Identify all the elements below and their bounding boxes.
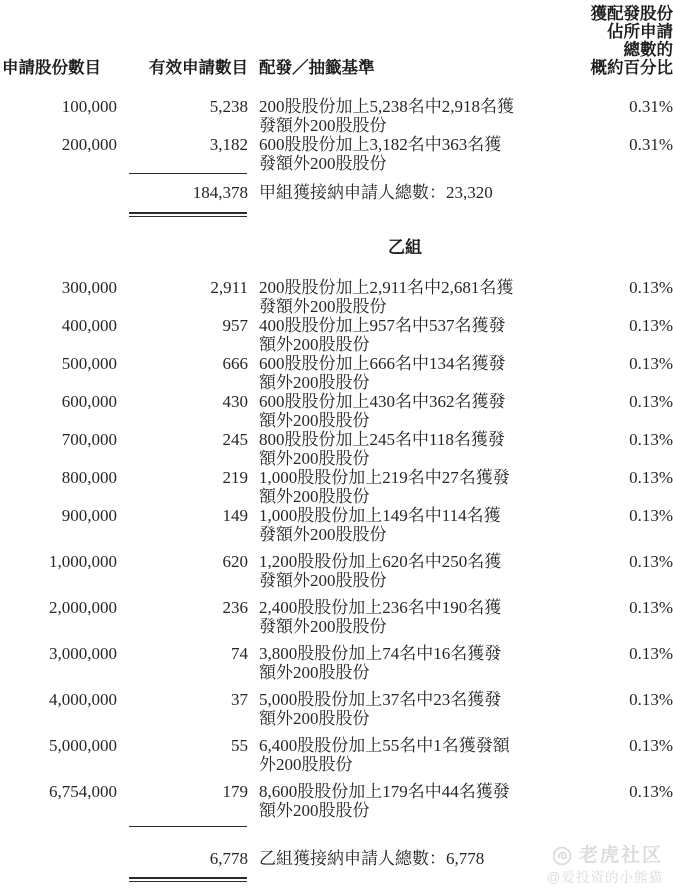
table-row [0,736,673,774]
percentage-header-line: 概約百分比 [590,59,673,77]
valid-applications-cell: 245 [222,430,248,449]
basis-line-2: 額外200股股份 [259,663,370,682]
percentage-header-line: 獲配發股份 [590,5,673,23]
basis-line-2: 額外200股股份 [259,411,370,430]
basis-of-allotment-cell [248,430,562,468]
basis-line-1: 800股股份加上245名中118名獲發 [259,430,505,449]
basis-line-1: 8,600股股份加上179名中44名獲發 [259,782,510,801]
basis-of-allotment-cell [248,135,562,173]
table-row [0,598,673,636]
column-header-shares-applied: 申請股份數目 [2,59,101,77]
shares-applied-cell: 500,000 [61,354,117,373]
group-a-rows [0,97,673,173]
valid-applications-cell: 55 [231,736,248,755]
basis-line-2: 外200股股份 [259,755,353,774]
tiger-logo-icon [552,846,572,866]
basis-of-allotment-cell [248,644,562,682]
double-rule-group-a [129,212,247,217]
watermark-username: @爱投资的小熊猫 [546,870,663,885]
table-row [0,468,673,506]
shares-applied-cell: 600,000 [61,392,117,411]
group-b-title: 乙組 [388,238,422,257]
table-row [0,392,673,430]
shares-applied-cell: 3,000,000 [49,644,117,663]
valid-applications-cell: 957 [222,316,248,335]
percentage-cell: 0.13% [629,430,673,449]
valid-applications-cell: 430 [222,392,248,411]
basis-line-1: 200股股份加上2,911名中2,681名獲 [259,278,514,297]
shares-applied-cell: 300,000 [61,278,117,297]
basis-of-allotment-cell [248,278,562,316]
table-row [0,97,673,135]
percentage-cell: 0.13% [629,644,673,663]
valid-applications-cell: 37 [231,690,248,709]
shares-applied-cell: 4,000,000 [49,690,117,709]
group-a-total-valid: 184,378 [192,183,248,202]
basis-line-2: 發額外200股股份 [259,154,387,173]
valid-applications-cell: 236 [222,598,248,617]
table-row [0,354,673,392]
percentage-cell: 0.13% [629,736,673,755]
basis-line-2: 額外200股股份 [259,373,370,392]
percentage-cell: 0.13% [629,552,673,571]
valid-applications-cell: 2,911 [210,278,248,297]
basis-of-allotment-cell [248,782,562,820]
basis-line-1: 6,400股股份加上55名中1名獲發額 [259,736,510,755]
table-row [0,690,673,728]
column-header-basis-of-allotment: 配發／抽籤基準 [259,59,375,77]
group-b-total-valid: 6,778 [209,849,248,868]
basis-line-2: 發額外200股股份 [259,617,387,636]
basis-of-allotment-cell [248,552,562,590]
shares-applied-cell: 2,000,000 [49,598,117,617]
shares-applied-cell: 1,000,000 [49,552,117,571]
watermark-brand-row [547,845,663,867]
basis-line-1: 600股股份加上3,182名中363名獲 [259,135,502,154]
table-row [0,644,673,682]
double-rule-group-b [129,877,247,882]
basis-of-allotment-cell [248,354,562,392]
percentage-cell: 0.13% [629,354,673,373]
basis-line-2: 額外200股股份 [259,335,370,354]
basis-line-2: 額外200股股份 [259,709,370,728]
basis-of-allotment-cell [248,97,562,135]
percentage-cell: 0.13% [629,468,673,487]
basis-line-2: 發額外200股股份 [259,571,387,590]
shares-applied-cell: 6,754,000 [49,782,117,801]
percentage-cell: 0.13% [629,316,673,335]
percentage-cell: 0.31% [629,97,673,116]
table-row [0,506,673,544]
group-a-total-label: 甲組獲接納申請人總數：23,320 [259,183,493,202]
basis-of-allotment-cell [248,736,562,774]
valid-applications-cell: 620 [222,552,248,571]
shares-applied-cell: 400,000 [61,316,117,335]
percentage-cell: 0.13% [629,782,673,801]
basis-line-1: 600股股份加上666名中134名獲發 [259,354,506,373]
group-b-rows [0,278,673,820]
basis-line-1: 3,800股股份加上74名中16名獲發 [259,644,502,663]
table-row [0,782,673,820]
basis-line-2: 額外200股股份 [259,801,370,820]
basis-line-1: 1,000股股份加上219名中27名獲發 [259,468,510,487]
valid-applications-cell: 5,238 [209,97,248,116]
basis-of-allotment-cell [248,468,562,506]
basis-line-2: 額外200股股份 [259,449,370,468]
percentage-header-line: 總數的 [623,41,673,59]
basis-line-1: 5,000股股份加上37名中23名獲發 [259,690,502,709]
basis-line-2: 發額外200股股份 [259,525,387,544]
group-b-total-label: 乙組獲接納申請人總數：6,778 [259,849,485,868]
valid-applications-cell: 3,182 [209,135,248,154]
valid-applications-cell: 179 [222,782,248,801]
watermark-brand-text: 老虎社区 [578,845,663,866]
percentage-cell: 0.31% [629,135,673,154]
table-header [0,5,673,77]
percentage-cell: 0.13% [629,598,673,617]
basis-of-allotment-cell [248,598,562,636]
basis-line-1: 1,200股股份加上620名中250名獲 [259,552,502,571]
subtotal-rule-group-b [129,826,247,827]
basis-of-allotment-cell [248,506,562,544]
shares-applied-cell: 800,000 [61,468,117,487]
table-row [0,552,673,590]
valid-applications-cell: 149 [222,506,248,525]
valid-applications-cell: 74 [231,644,248,663]
basis-line-1: 400股股份加上957名中537名獲發 [259,316,506,335]
table-row [0,430,673,468]
table-row [0,278,673,316]
basis-line-2: 發額外200股股份 [259,297,387,316]
basis-line-2: 額外200股股份 [259,487,370,506]
basis-of-allotment-cell [248,316,562,354]
basis-line-1: 600股股份加上430名中362名獲發 [259,392,506,411]
column-header-valid-applications: 有效申請數目 [149,59,248,77]
subtotal-rule-group-a [129,173,247,174]
shares-applied-cell: 5,000,000 [49,736,117,755]
valid-applications-cell: 219 [222,468,248,487]
percentage-cell: 0.13% [629,392,673,411]
basis-line-1: 1,000股股份加上149名中114名獲 [259,506,501,525]
percentage-cell: 0.13% [629,506,673,525]
table-row [0,135,673,173]
percentage-header-line: 佔所申請 [607,23,673,41]
column-header-approx-percentage [562,5,673,77]
valid-applications-cell: 666 [222,354,248,373]
basis-of-allotment-cell [248,392,562,430]
basis-line-1: 200股股份加上5,238名中2,918名獲 [259,97,514,116]
shares-applied-cell: 900,000 [61,506,117,525]
percentage-cell: 0.13% [629,278,673,297]
watermark [547,845,663,886]
shares-applied-cell: 100,000 [61,97,117,116]
basis-of-allotment-cell [248,690,562,728]
percentage-cell: 0.13% [629,690,673,709]
shares-applied-cell: 200,000 [61,135,117,154]
basis-line-1: 2,400股股份加上236名中190名獲 [259,598,502,617]
shares-applied-cell: 700,000 [61,430,117,449]
group-a-total-row [0,183,673,203]
table-row [0,316,673,354]
basis-line-2: 發額外200股股份 [259,116,387,135]
